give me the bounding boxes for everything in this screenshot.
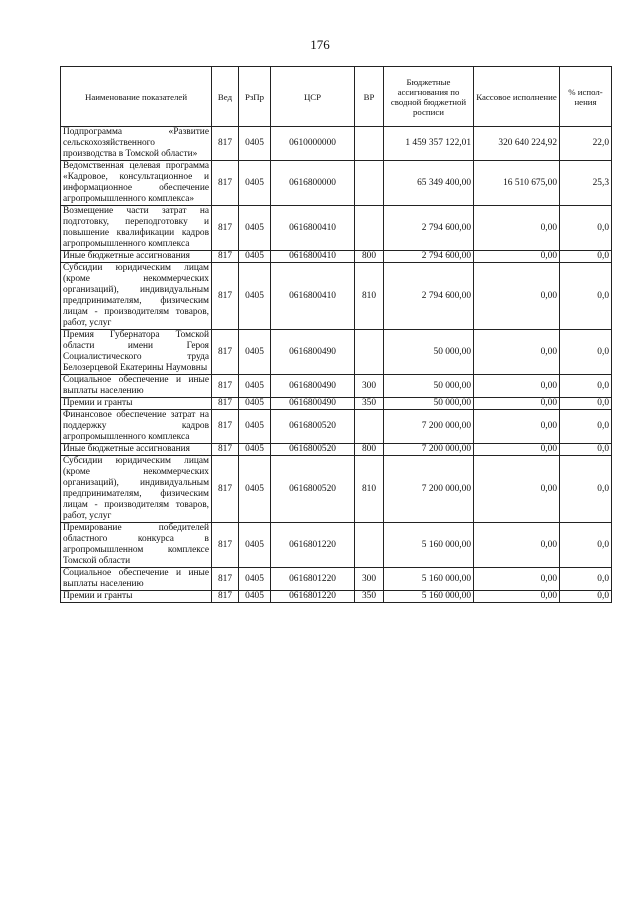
row-name-cell: Иные бюджетные ассигнования bbox=[61, 251, 212, 263]
row-percent-cell: 0,0 bbox=[560, 398, 612, 410]
row-csr-cell: 0616801220 bbox=[271, 591, 355, 603]
row-csr-cell: 0616800410 bbox=[271, 251, 355, 263]
row-cash-cell: 0,00 bbox=[474, 206, 560, 251]
row-ved-cell: 817 bbox=[212, 456, 239, 523]
row-vr-cell: 800 bbox=[355, 444, 384, 456]
row-cash-cell: 0,00 bbox=[474, 410, 560, 444]
row-rzpr-cell: 0405 bbox=[239, 398, 271, 410]
row-csr-cell: 0616801220 bbox=[271, 568, 355, 591]
row-ved-cell: 817 bbox=[212, 591, 239, 603]
row-name-cell: Субсидии юридическим лицам (кроме некоммерческих организаций), индивидуальным предпринимателям, физическим лицам - производителям товаров, работ, услуг bbox=[61, 263, 212, 330]
row-name-cell: Премии и гранты bbox=[61, 591, 212, 603]
row-ved-cell: 817 bbox=[212, 161, 239, 206]
table-row bbox=[61, 398, 612, 410]
row-vr-cell: 800 bbox=[355, 251, 384, 263]
row-cash-cell: 0,00 bbox=[474, 444, 560, 456]
row-assignment-cell: 2 794 600,00 bbox=[384, 251, 474, 263]
table-header-row bbox=[61, 67, 612, 127]
row-name-cell: Иные бюджетные ассигнования bbox=[61, 444, 212, 456]
row-vr-cell: 300 bbox=[355, 568, 384, 591]
row-assignment-cell: 7 200 000,00 bbox=[384, 444, 474, 456]
row-name-cell: Субсидии юридическим лицам (кроме некоммерческих организаций), индивидуальным предпринимателям, физическим лицам - производителям товаров, работ, услуг bbox=[61, 456, 212, 523]
row-vr-cell bbox=[355, 523, 384, 568]
row-ved-cell: 817 bbox=[212, 398, 239, 410]
row-vr-cell: 810 bbox=[355, 456, 384, 523]
table-row bbox=[61, 591, 612, 603]
header-ved: Вед bbox=[212, 67, 239, 127]
row-percent-cell: 0,0 bbox=[560, 591, 612, 603]
row-name-cell: Возмещение части затрат на подготовку, переподготовку и повышение квалификации кадров агропромышленного комплекса bbox=[61, 206, 212, 251]
row-name-cell: Подпрограмма «Развитие сельскохозяйственного производства в Томской области» bbox=[61, 127, 212, 161]
row-cash-cell: 0,00 bbox=[474, 263, 560, 330]
row-assignment-cell: 2 794 600,00 bbox=[384, 206, 474, 251]
row-ved-cell: 817 bbox=[212, 410, 239, 444]
row-assignment-cell: 2 794 600,00 bbox=[384, 263, 474, 330]
table-row bbox=[61, 263, 612, 330]
row-ved-cell: 817 bbox=[212, 523, 239, 568]
row-percent-cell: 22,0 bbox=[560, 127, 612, 161]
row-assignment-cell: 5 160 000,00 bbox=[384, 568, 474, 591]
row-ved-cell: 817 bbox=[212, 330, 239, 375]
table-row bbox=[61, 161, 612, 206]
row-cash-cell: 16 510 675,00 bbox=[474, 161, 560, 206]
header-percent: % испол-нения bbox=[560, 67, 612, 127]
row-cash-cell: 0,00 bbox=[474, 523, 560, 568]
row-percent-cell: 25,3 bbox=[560, 161, 612, 206]
header-vr: ВР bbox=[355, 67, 384, 127]
table-row bbox=[61, 410, 612, 444]
row-ved-cell: 817 bbox=[212, 127, 239, 161]
row-assignment-cell: 5 160 000,00 bbox=[384, 591, 474, 603]
row-cash-cell: 320 640 224,92 bbox=[474, 127, 560, 161]
row-name-cell: Социальное обеспечение и иные выплаты населению bbox=[61, 568, 212, 591]
row-vr-cell bbox=[355, 161, 384, 206]
row-name-cell: Премии и гранты bbox=[61, 398, 212, 410]
row-rzpr-cell: 0405 bbox=[239, 568, 271, 591]
row-percent-cell: 0,0 bbox=[560, 410, 612, 444]
row-csr-cell: 0616800410 bbox=[271, 206, 355, 251]
row-csr-cell: 0616800490 bbox=[271, 330, 355, 375]
row-name-cell: Ведомственная целевая программа «Кадровое, консультационное и информационное обеспечение агропромышленного комплекса» bbox=[61, 161, 212, 206]
row-ved-cell: 817 bbox=[212, 251, 239, 263]
table-row bbox=[61, 568, 612, 591]
row-name-cell: Финансовое обеспечение затрат на поддержку кадров агропромышленного комплекса bbox=[61, 410, 212, 444]
row-cash-cell: 0,00 bbox=[474, 398, 560, 410]
row-rzpr-cell: 0405 bbox=[239, 591, 271, 603]
table-row bbox=[61, 206, 612, 251]
row-percent-cell: 0,0 bbox=[560, 375, 612, 398]
row-ved-cell: 817 bbox=[212, 444, 239, 456]
row-name-cell: Социальное обеспечение и иные выплаты населению bbox=[61, 375, 212, 398]
row-rzpr-cell: 0405 bbox=[239, 330, 271, 375]
row-rzpr-cell: 0405 bbox=[239, 375, 271, 398]
header-assignments: Бюджетные ассигнования по сводной бюджетной росписи bbox=[384, 67, 474, 127]
row-assignment-cell: 5 160 000,00 bbox=[384, 523, 474, 568]
table-row bbox=[61, 127, 612, 161]
row-cash-cell: 0,00 bbox=[474, 591, 560, 603]
header-rzpr: РзПр bbox=[239, 67, 271, 127]
row-cash-cell: 0,00 bbox=[474, 330, 560, 375]
row-cash-cell: 0,00 bbox=[474, 568, 560, 591]
row-assignment-cell: 1 459 357 122,01 bbox=[384, 127, 474, 161]
row-percent-cell: 0,0 bbox=[560, 330, 612, 375]
row-vr-cell: 300 bbox=[355, 375, 384, 398]
row-ved-cell: 817 bbox=[212, 568, 239, 591]
row-ved-cell: 817 bbox=[212, 206, 239, 251]
row-assignment-cell: 65 349 400,00 bbox=[384, 161, 474, 206]
row-csr-cell: 0616800000 bbox=[271, 161, 355, 206]
row-csr-cell: 0616800490 bbox=[271, 398, 355, 410]
row-rzpr-cell: 0405 bbox=[239, 456, 271, 523]
row-assignment-cell: 50 000,00 bbox=[384, 375, 474, 398]
row-name-cell: Премирование победителей областного конкурса в агропромышленном комплексе Томской области bbox=[61, 523, 212, 568]
row-percent-cell: 0,0 bbox=[560, 263, 612, 330]
row-vr-cell bbox=[355, 127, 384, 161]
header-name: Наименование показателей bbox=[61, 67, 212, 127]
table-row bbox=[61, 251, 612, 263]
header-cash-execution: Кассовое исполнение bbox=[474, 67, 560, 127]
row-csr-cell: 0616800410 bbox=[271, 263, 355, 330]
row-assignment-cell: 7 200 000,00 bbox=[384, 456, 474, 523]
row-assignment-cell: 50 000,00 bbox=[384, 398, 474, 410]
table-row bbox=[61, 523, 612, 568]
row-csr-cell: 0616801220 bbox=[271, 523, 355, 568]
row-assignment-cell: 50 000,00 bbox=[384, 330, 474, 375]
row-cash-cell: 0,00 bbox=[474, 456, 560, 523]
row-vr-cell bbox=[355, 330, 384, 375]
row-rzpr-cell: 0405 bbox=[239, 251, 271, 263]
row-vr-cell: 350 bbox=[355, 398, 384, 410]
page-number: 176 bbox=[310, 37, 330, 52]
row-csr-cell: 0616800490 bbox=[271, 375, 355, 398]
table-row bbox=[61, 456, 612, 523]
table-row bbox=[61, 330, 612, 375]
row-vr-cell: 810 bbox=[355, 263, 384, 330]
header-csr: ЦСР bbox=[271, 67, 355, 127]
row-percent-cell: 0,0 bbox=[560, 568, 612, 591]
row-cash-cell: 0,00 bbox=[474, 375, 560, 398]
row-csr-cell: 0616800520 bbox=[271, 410, 355, 444]
row-rzpr-cell: 0405 bbox=[239, 206, 271, 251]
row-name-cell: Премия Губернатора Томской области имени Героя Социалистического труда Белозерцевой Екатерины Наумовны bbox=[61, 330, 212, 375]
row-percent-cell: 0,0 bbox=[560, 251, 612, 263]
row-rzpr-cell: 0405 bbox=[239, 263, 271, 330]
row-vr-cell: 350 bbox=[355, 591, 384, 603]
row-ved-cell: 817 bbox=[212, 375, 239, 398]
row-cash-cell: 0,00 bbox=[474, 251, 560, 263]
row-assignment-cell: 7 200 000,00 bbox=[384, 410, 474, 444]
row-percent-cell: 0,0 bbox=[560, 456, 612, 523]
row-rzpr-cell: 0405 bbox=[239, 410, 271, 444]
row-rzpr-cell: 0405 bbox=[239, 523, 271, 568]
row-csr-cell: 0616800520 bbox=[271, 444, 355, 456]
row-rzpr-cell: 0405 bbox=[239, 161, 271, 206]
table-row bbox=[61, 375, 612, 398]
row-percent-cell: 0,0 bbox=[560, 206, 612, 251]
row-rzpr-cell: 0405 bbox=[239, 444, 271, 456]
row-percent-cell: 0,0 bbox=[560, 523, 612, 568]
row-vr-cell bbox=[355, 206, 384, 251]
row-vr-cell bbox=[355, 410, 384, 444]
row-rzpr-cell: 0405 bbox=[239, 127, 271, 161]
table-row bbox=[61, 444, 612, 456]
row-percent-cell: 0,0 bbox=[560, 444, 612, 456]
row-csr-cell: 0616800520 bbox=[271, 456, 355, 523]
row-ved-cell: 817 bbox=[212, 263, 239, 330]
budget-table bbox=[60, 66, 612, 603]
row-csr-cell: 0610000000 bbox=[271, 127, 355, 161]
